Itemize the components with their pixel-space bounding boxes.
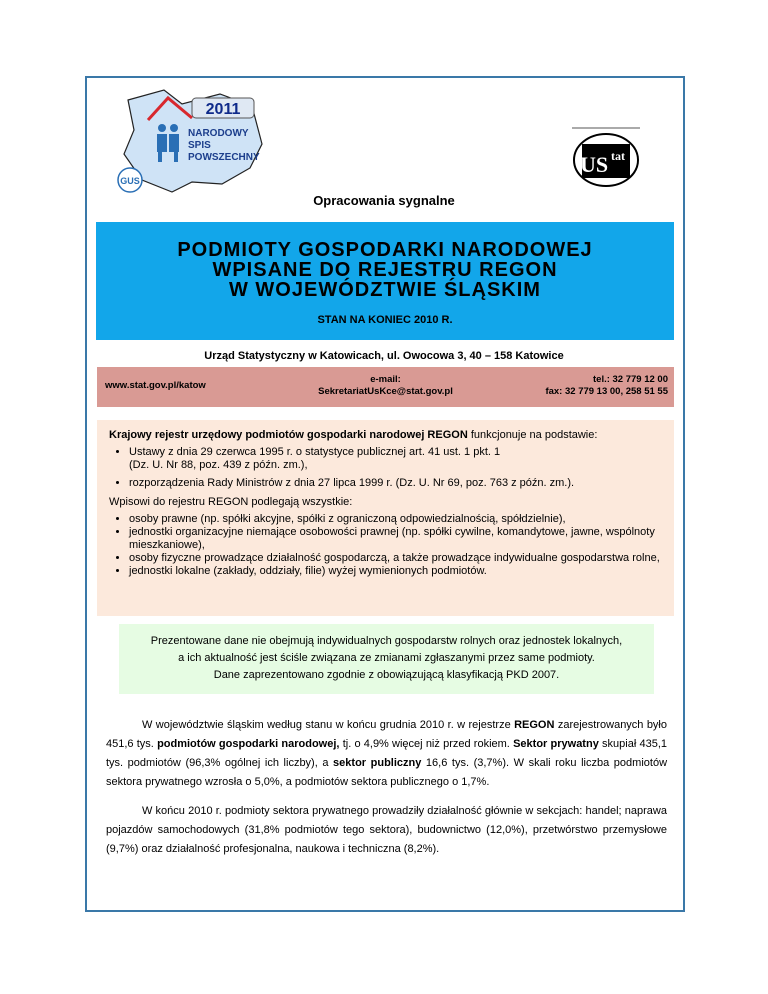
fax-number: fax: 32 779 13 00, 258 51 55 [545, 386, 668, 397]
list-item: • jednostki lokalne (zakłady, oddziały, filie) wyżej wymienionych podmiotów. [129, 565, 662, 578]
legal-bases-list [109, 446, 662, 490]
list-item: • Ustawy z dnia 29 czerwca 1995 r. o statystyce publicznej art. 41 ust. 1 pkt. 1 (Dz. U. Nr 88, poz. 439 z późn. zm.), [129, 446, 662, 472]
website-link[interactable]: www.stat.gov.pl/katow [105, 380, 206, 391]
census-2011-logo [112, 84, 272, 196]
paragraph-1: W województwie śląskim według stanu w końcu grudnia 2010 r. w rejestrze REGON zarejestrowanych było 451,6 tys. podmiotów gospodarki narodowej, tj. o 4,9% więcej niż przed rokiem. Sektor prywatny skupiał 435,1 tys. podmiotów (96,3% ogólnej ich liczby), a sektor publiczny 16,6 tys. (3,7%). W skali roku liczba podmiotów sektora prywatnego wzrosła o 5,0%, a podmiotów sektora publicznego o 1,7%. [106, 719, 668, 788]
contact-bar [97, 367, 674, 407]
series-subtitle: Opracowania sygnalne [313, 193, 455, 208]
list-item: • jednostki organizacyjne niemające osobowości prawnej (np. spółki cywilne, komandytowe, jawne, wspólnoty mieszkaniowe), [129, 526, 662, 552]
legal-basis-box [97, 420, 674, 616]
svg-text:2011: 2011 [205, 101, 241, 118]
phone-block [545, 374, 668, 398]
list-item: • rozporządzenia Rady Ministrów z dnia 27 lipca 1999 r. (Dz. U. Nr 69, poz. 763 z późn. zm.). [129, 477, 662, 490]
title-line-2: WPISANE DO REJESTRU REGON [212, 259, 558, 281]
title-banner [96, 222, 674, 340]
note-line-3: Dane zaprezentowano zgodnie z obowiązującą klasyfikacją PKD 2007. [213, 669, 560, 681]
svg-text:tat: tat [611, 149, 625, 163]
svg-text:NARODOWY: NARODOWY [188, 128, 249, 139]
entities-intro: Wpisowi do rejestru REGON podlegają wszystkie: [109, 496, 353, 508]
phone-number: tel.: 32 779 12 00 [593, 374, 668, 385]
ustat-logo [568, 126, 644, 190]
list-item: • osoby fizyczne prowadzące działalność gospodarczą, a także prowadzące indywidualne gospodarstwa rolne, [129, 552, 662, 565]
data-scope-note [119, 624, 654, 694]
note-line-2: a ich aktualność jest ściśle związana ze zmianami zgłaszanymi przez same podmioty. [178, 652, 595, 664]
note-line-1: Prezentowane dane nie obejmują indywidualnych gospodarstw rolnych oraz jednostek lokalnych, [150, 635, 623, 647]
svg-text:GUS: GUS [120, 176, 140, 186]
list-item: • osoby prawne (np. spółki akcyjne, spółki z ograniczoną odpowiedzialnością, spółdzielnie), [129, 513, 662, 526]
svg-text:POWSZECHNY: POWSZECHNY [188, 152, 260, 163]
paragraph-2: W końcu 2010 r. podmioty sektora prywatnego prowadziły działalność głównie w sekcjach: handel; naprawa pojazdów samochodowych (31,8% podmiotów tego sektora), budownictwo (12,0%), przetwórstwo przemysłowe (9,7%) oraz działalność profesjonalna, naukowa i techniczna (8,2%). [106, 805, 667, 855]
title-date: STAN NA KONIEC 2010 R. [317, 314, 453, 326]
summary-text [106, 716, 667, 869]
email-label: e-mail: [370, 374, 401, 385]
title-line-1: PODMIOTY GOSPODARKI NARODOWEJ [177, 239, 593, 261]
legal-intro: Krajowy rejestr urzędowy podmiotów gospodarki narodowej REGON funkcjonuje na podstawie: [109, 429, 598, 441]
office-address: Urząd Statystyczny w Katowicach, ul. Owocowa 3, 40 – 158 Katowice [204, 350, 564, 362]
svg-text:SPIS: SPIS [188, 140, 211, 151]
email-link[interactable]: SekretariatUsKce@stat.gov.pl [318, 386, 453, 397]
entities-list [109, 513, 662, 578]
svg-text:US: US [579, 152, 609, 177]
title-line-3: W WOJEWÓDZTWIE ŚLĄSKIM [229, 279, 541, 301]
